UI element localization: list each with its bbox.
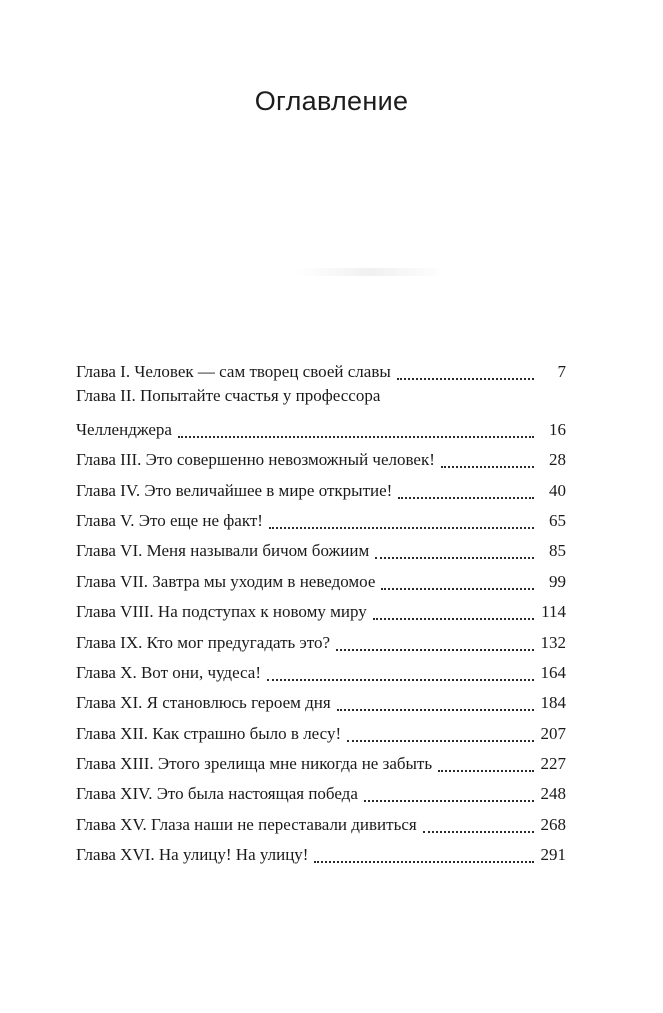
toc-entry-page: 40	[549, 480, 566, 500]
dot-leader	[336, 635, 534, 651]
toc-entry-label: Глава VI. Меня называли бичом божиим	[76, 541, 370, 561]
toc-entry-11	[76, 685, 566, 715]
toc-entry-15	[76, 806, 566, 836]
toc-entry-8	[76, 594, 566, 624]
dot-leader	[398, 483, 534, 499]
toc-entry-2	[76, 384, 566, 441]
toc-entry-3	[76, 442, 566, 472]
toc-entry-page: 16	[549, 419, 566, 439]
toc-entry-page: 164	[540, 662, 566, 682]
toc-entry-label: Глава I. Человек — сам творец своей славы	[76, 362, 391, 382]
toc-entry-4	[76, 472, 566, 502]
toc-entry-label: Глава XI. Я становлюсь героем дня	[76, 693, 331, 713]
dot-leader	[375, 543, 534, 559]
toc-entry-page: 227	[540, 754, 566, 774]
toc-entry-label-line2: Челленджера	[76, 419, 172, 439]
toc-entry-page: 85	[549, 541, 566, 561]
toc-entry-label: Глава XVI. На улицу! На улицу!	[76, 845, 309, 865]
toc-entry-1	[76, 354, 566, 384]
toc-entry-label: Глава X. Вот они, чудеса!	[76, 662, 261, 682]
toc-entry-page: 268	[540, 814, 566, 834]
toc-entry-9	[76, 624, 566, 654]
toc-entry-13	[76, 746, 566, 776]
toc-entry-page: 65	[549, 510, 566, 530]
dot-leader	[381, 574, 534, 590]
toc-entry-14	[76, 776, 566, 806]
toc-entry-12	[76, 715, 566, 745]
page-title: Оглавление	[254, 86, 409, 116]
toc-entry-page: 7	[557, 362, 566, 382]
toc-entry-page: 132	[540, 632, 566, 652]
toc-entry-5	[76, 503, 566, 533]
faint-print-mark	[296, 268, 446, 276]
toc-entry-page: 184	[540, 693, 566, 713]
table-of-contents	[76, 354, 566, 867]
dot-leader	[397, 364, 534, 380]
dot-leader	[373, 604, 534, 620]
dot-leader	[337, 695, 534, 711]
toc-entry-label: Глава VII. Завтра мы уходим в неведомое	[76, 571, 376, 591]
dot-leader	[423, 817, 534, 833]
dot-leader	[178, 422, 534, 438]
toc-entry-label: Глава XIV. Это была настоящая победа	[76, 784, 358, 804]
dot-leader	[269, 513, 534, 529]
dot-leader	[347, 726, 534, 742]
toc-entry-label: Глава XIII. Этого зрелища мне никогда не забыть	[76, 754, 433, 774]
toc-entry-label: Глава VIII. На подступах к новому миру	[76, 602, 367, 622]
dot-leader	[438, 756, 534, 772]
toc-entry-label: Глава III. Это совершенно невозможный человек!	[76, 450, 435, 470]
toc-entry-page: 28	[549, 450, 566, 470]
toc-entry-7	[76, 563, 566, 593]
toc-entry-page: 114	[541, 602, 566, 622]
toc-entry-label: Глава V. Это еще не факт!	[76, 510, 263, 530]
toc-entry-6	[76, 533, 566, 563]
toc-entry-page: 207	[540, 723, 566, 743]
dot-leader	[314, 847, 534, 863]
dot-leader	[364, 786, 534, 802]
toc-entry-line2	[76, 411, 566, 441]
toc-entry-10	[76, 655, 566, 685]
toc-entry-16	[76, 837, 566, 867]
toc-entry-label-line1: Глава II. Попытайте счастья у профессора	[76, 386, 381, 406]
dot-leader	[267, 665, 534, 681]
toc-entry-label: Глава XV. Глаза наши не переставали дивиться	[76, 814, 417, 834]
toc-entry-page: 291	[540, 845, 566, 865]
dot-leader	[441, 452, 534, 468]
toc-entry-label: Глава IV. Это величайшее в мире открытие!	[76, 480, 393, 500]
toc-entry-page: 99	[549, 571, 566, 591]
toc-entry-label: Глава IX. Кто мог предугадать это?	[76, 632, 331, 652]
toc-entry-label: Глава XII. Как страшно было в лесу!	[76, 723, 342, 743]
toc-entry-page: 248	[540, 784, 566, 804]
